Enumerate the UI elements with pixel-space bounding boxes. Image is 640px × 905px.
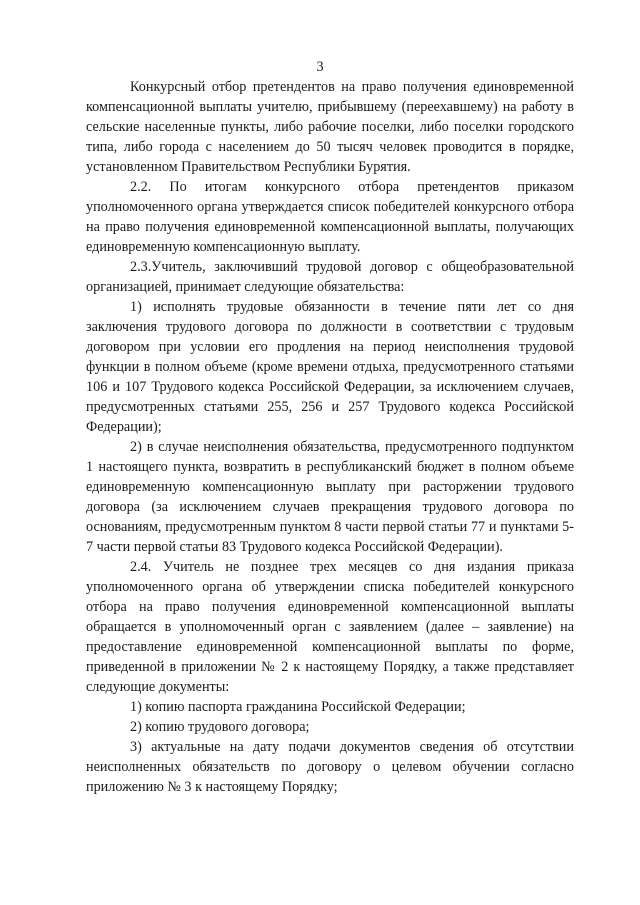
paragraph-2-4-item-1: 1) копию паспорта гражданина Российской Федерации; <box>130 699 466 715</box>
paragraph-2-3-item-1: 1) исполнять трудовые обязанности в течение пяти лет со дня заключения трудового договора по должности в соответствии с трудовым договором при условии его продления на период неисполнения трудовой функции в полном объеме (кроме времени отдыха, предусмотренного статьями 106 и 107 Трудового кодекса Российской Федерации, за исключением случаев, предусмотренных статьями 255, 256 и 257 Трудового кодекса Российской Федерации); <box>86 299 574 435</box>
paragraph-2-4: 2.4. Учитель не позднее трех месяцев со дня издания приказа уполномоченного органа об утверждении списка победителей конкурсного отбора на право получения единовременной компенсационной выплаты обращается в уполномоченный орган с заявлением (далее – заявление) на предоставление единовременной компенсационной выплаты по форме, приведенной в приложении № 2 к настоящему Порядку, а также представляет следующие документы: <box>86 559 574 695</box>
paragraph-2-2: 2.2. По итогам конкурсного отбора претендентов приказом уполномоченного органа утверждается список победителей конкурсного отбора на право получения единовременной компенсационной выплаты, получающих единовременную компенсационную выплату. <box>86 179 574 255</box>
paragraph-2-4-item-2: 2) копию трудового договора; <box>130 719 310 735</box>
page-number: 3 <box>316 59 324 75</box>
paragraph-competition-intro: Конкурсный отбор претендентов на право получения единовременной компенсационной выплаты учителю, прибывшему (переехавшему) на работу в сельские населенные пункты, либо рабочие поселки, либо поселки городского типа, либо города с населением до 50 тысяч человек проводится в порядке, установленном Правительством Республики Бурятия. <box>86 79 574 175</box>
paragraph-2-4-item-3: 3) актуальные на дату подачи документов сведения об отсутствии неисполненных обязательств по договору о целевом обучении согласно приложению № 3 к настоящему Порядку; <box>86 739 574 795</box>
document-body <box>86 77 574 797</box>
paragraph-2-3: 2.3.Учитель, заключивший трудовой договор с общеобразовательной организацией, принимает следующие обязательства: <box>86 259 574 295</box>
paragraph-2-3-item-2: 2) в случае неисполнения обязательства, предусмотренного подпунктом 1 настоящего пункта, возвратить в республиканский бюджет в полном объеме единовременную компенсационную выплату при расторжении трудового договора (за исключением случаев прекращения трудового договора по основаниям, предусмотренным пунктом 8 части первой статьи 77 и пунктами 5-7 части первой статьи 83 Трудового кодекса Российской Федерации). <box>86 439 574 555</box>
